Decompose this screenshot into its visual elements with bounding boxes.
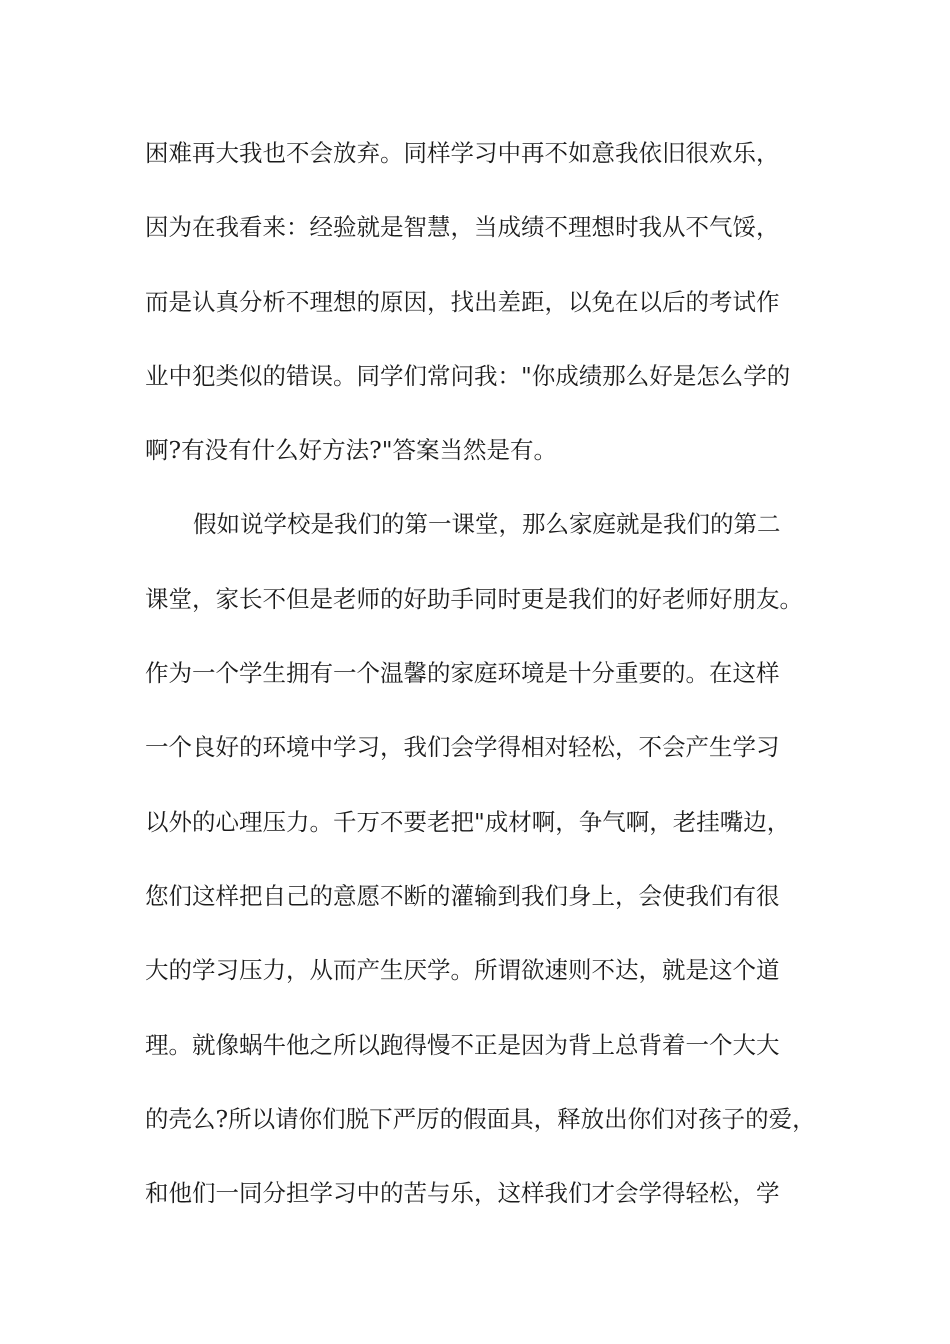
text-line: 业中犯类似的错误。同学们常问我："你成绩那么好是怎么学的 (145, 361, 791, 390)
text-line: 理。就像蜗牛他之所以跑得慢不正是因为背上总背着一个大大 (145, 1030, 780, 1059)
text-line: 而是认真分析不理想的原因，找出差距，以免在以后的考试作 (145, 287, 780, 316)
text-line: 一个良好的环境中学习，我们会学得相对轻松，不会产生学习 (145, 733, 780, 762)
text-line: 的壳么?所以请你们脱下严厉的假面具，释放出你们对孩子的爱， (145, 1104, 816, 1133)
text-line: 和他们一同分担学习中的苦与乐，这样我们才会学得轻松，学 (145, 1179, 780, 1208)
text-line: 以外的心理压力。千万不要老把"成材啊，争气啊，老挂嘴边， (145, 807, 791, 836)
text-line: 课堂，家长不但是老师的好助手同时更是我们的好老师好朋友。 (145, 584, 803, 613)
document-body-text (145, 128, 825, 1242)
text-line: 大的学习压力，从而产生厌学。所谓欲速则不达，就是这个道 (145, 956, 780, 985)
text-line: 啊?有没有什么好方法?"答案当然是有。 (145, 436, 558, 465)
text-line: 您们这样把自己的意愿不断的灌输到我们身上，会使我们有很 (145, 881, 780, 910)
text-line: 困难再大我也不会放弃。同样学习中再不如意我依旧很欢乐， (145, 139, 780, 167)
paragraph-first-line: 假如说学校是我们的第一课堂，那么家庭就是我们的第二 (193, 510, 781, 539)
text-line: 作为一个学生拥有一个温馨的家庭环境是十分重要的。在这样 (145, 659, 780, 688)
text-line: 因为在我看来：经验就是智慧，当成绩不理想时我从不气馁， (145, 213, 780, 242)
